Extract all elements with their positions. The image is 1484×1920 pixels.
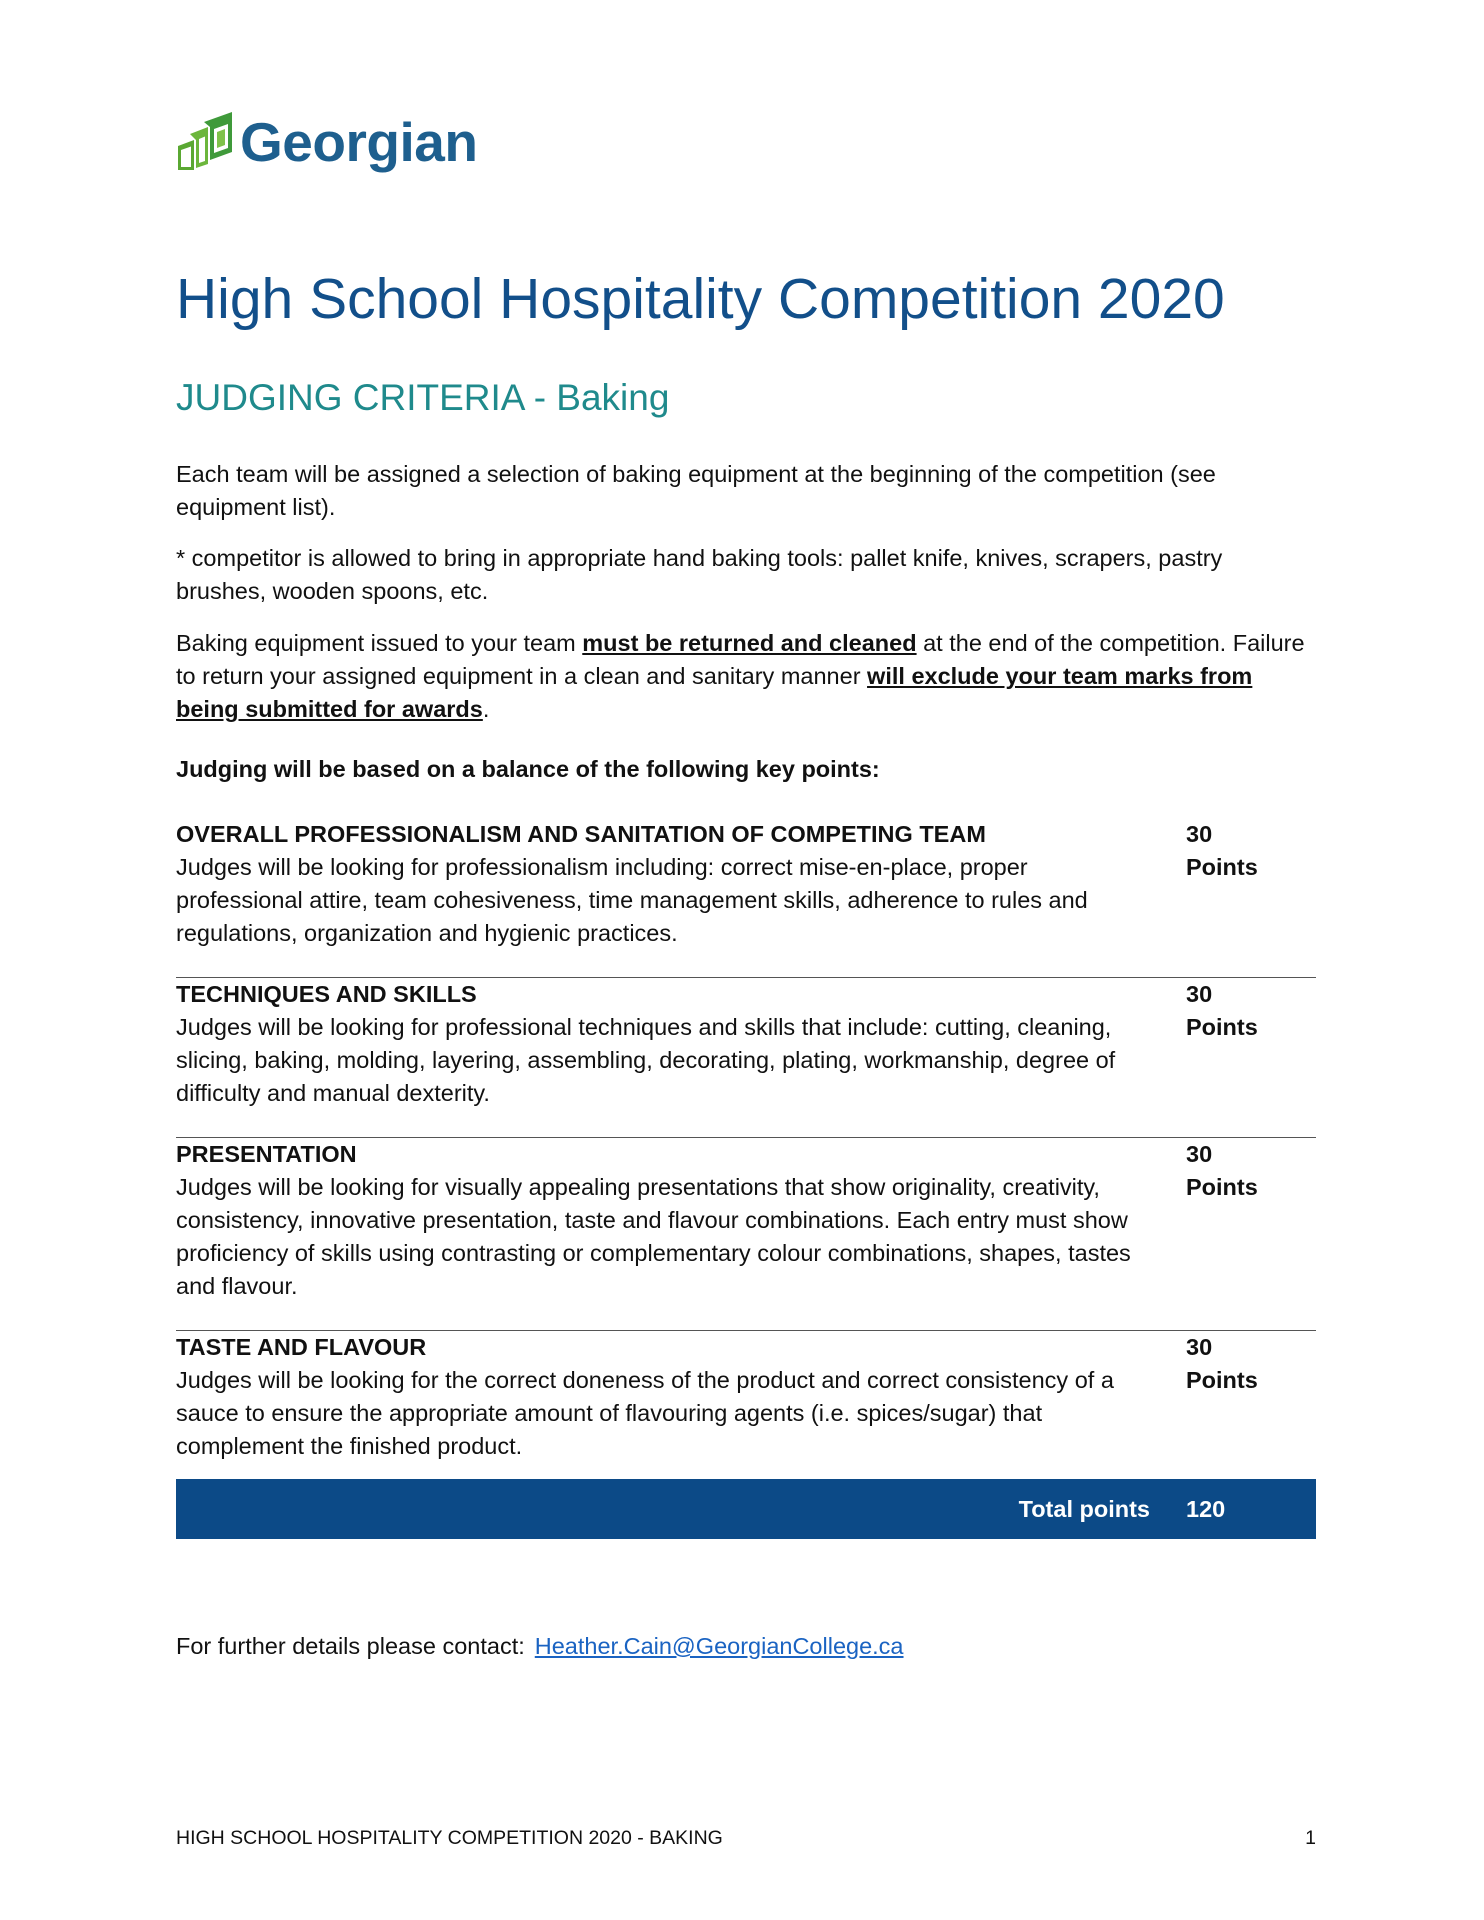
criteria-description: Judges will be looking for professionalism including: correct mise-en-place, proper professional attire, team cohesiveness, time management skills, adherence to rules and regulations, organization and hygienic practices. [176, 854, 1088, 946]
contact-line [176, 1630, 904, 1663]
policy-emphasis-exclude: will exclude your team marks from being submitted for awards [176, 663, 1253, 722]
policy-emphasis-returned: must be returned and cleaned [582, 630, 917, 656]
criteria-points [1186, 818, 1258, 884]
points-value: 30 [1186, 821, 1213, 847]
footer-title: HIGH SCHOOL HOSPITALITY COMPETITION 2020 - BAKING [176, 1827, 723, 1849]
points-label: Points [1186, 1367, 1258, 1393]
criteria-points [1186, 978, 1258, 1044]
criteria-row-taste [176, 1331, 1316, 1471]
page-subtitle: JUDGING CRITERIA - Baking [176, 377, 670, 418]
logo-wordmark: Georgian [240, 110, 478, 173]
criteria-points [1186, 1138, 1258, 1204]
contact-email-link[interactable]: Heather.Cain@GeorgianCollege.ca [534, 1633, 904, 1659]
georgian-logo-icon [176, 112, 234, 172]
intro-paragraph-return-policy [176, 627, 1316, 726]
points-value: 30 [1186, 1334, 1213, 1360]
policy-text: at the end of the competition. Failure to return your assigned equipment in a clean and sanitary manner [176, 630, 1305, 689]
policy-text: Baking equipment issued to your team [176, 630, 583, 656]
total-points-label: Total points [1018, 1496, 1150, 1522]
total-points-bar [176, 1479, 1316, 1539]
georgian-logo [176, 104, 477, 180]
criteria-row-techniques [176, 978, 1316, 1138]
criteria-row-presentation [176, 1138, 1316, 1331]
policy-text: . [482, 696, 490, 722]
page-number: 1 [1305, 1827, 1316, 1849]
page-title: High School Hospitality Competition 2020 [176, 267, 1225, 331]
points-value: 30 [1186, 1141, 1213, 1167]
contact-text: For further details please contact: [176, 1633, 525, 1659]
points-label: Points [1186, 854, 1258, 880]
intro-paragraph-tools: * competitor is allowed to bring in appropriate hand baking tools: pallet knife, knives, scrapers, pastry brushes, wooden spoons, etc. [176, 545, 1223, 604]
criteria-table [176, 818, 1316, 1471]
criteria-description: Judges will be looking for visually appealing presentations that show originality, creativity, consistency, innovative presentation, taste and flavour combinations. Each entry must show proficiency of skills using contrasting or complementary colour combinations, shapes, tastes and flavour. [176, 1174, 1131, 1299]
criteria-row-professionalism [176, 818, 1316, 978]
criteria-points [1186, 1331, 1258, 1397]
judging-lead: Judging will be based on a balance of the following key points: [176, 756, 880, 782]
criteria-heading: TECHNIQUES AND SKILLS [176, 981, 477, 1007]
total-points-value: 120 [1186, 1496, 1226, 1522]
points-value: 30 [1186, 981, 1213, 1007]
points-label: Points [1186, 1014, 1258, 1040]
criteria-heading: PRESENTATION [176, 1141, 357, 1167]
intro-paragraph-equipment: Each team will be assigned a selection of baking equipment at the beginning of the competition (see equipment list). [176, 461, 1216, 520]
criteria-description: Judges will be looking for the correct doneness of the product and correct consistency of a sauce to ensure the appropriate amount of flavouring agents (i.e. spices/sugar) that complement the finished product. [176, 1367, 1114, 1459]
criteria-description: Judges will be looking for professional techniques and skills that include: cutting, cleaning, slicing, baking, molding, layering, assembling, decorating, plating, workmanship, degree of difficulty and manual dexterity. [176, 1014, 1116, 1106]
criteria-heading: TASTE AND FLAVOUR [176, 1334, 427, 1360]
points-label: Points [1186, 1174, 1258, 1200]
criteria-heading: OVERALL PROFESSIONALISM AND SANITATION OF COMPETING TEAM [176, 821, 986, 847]
